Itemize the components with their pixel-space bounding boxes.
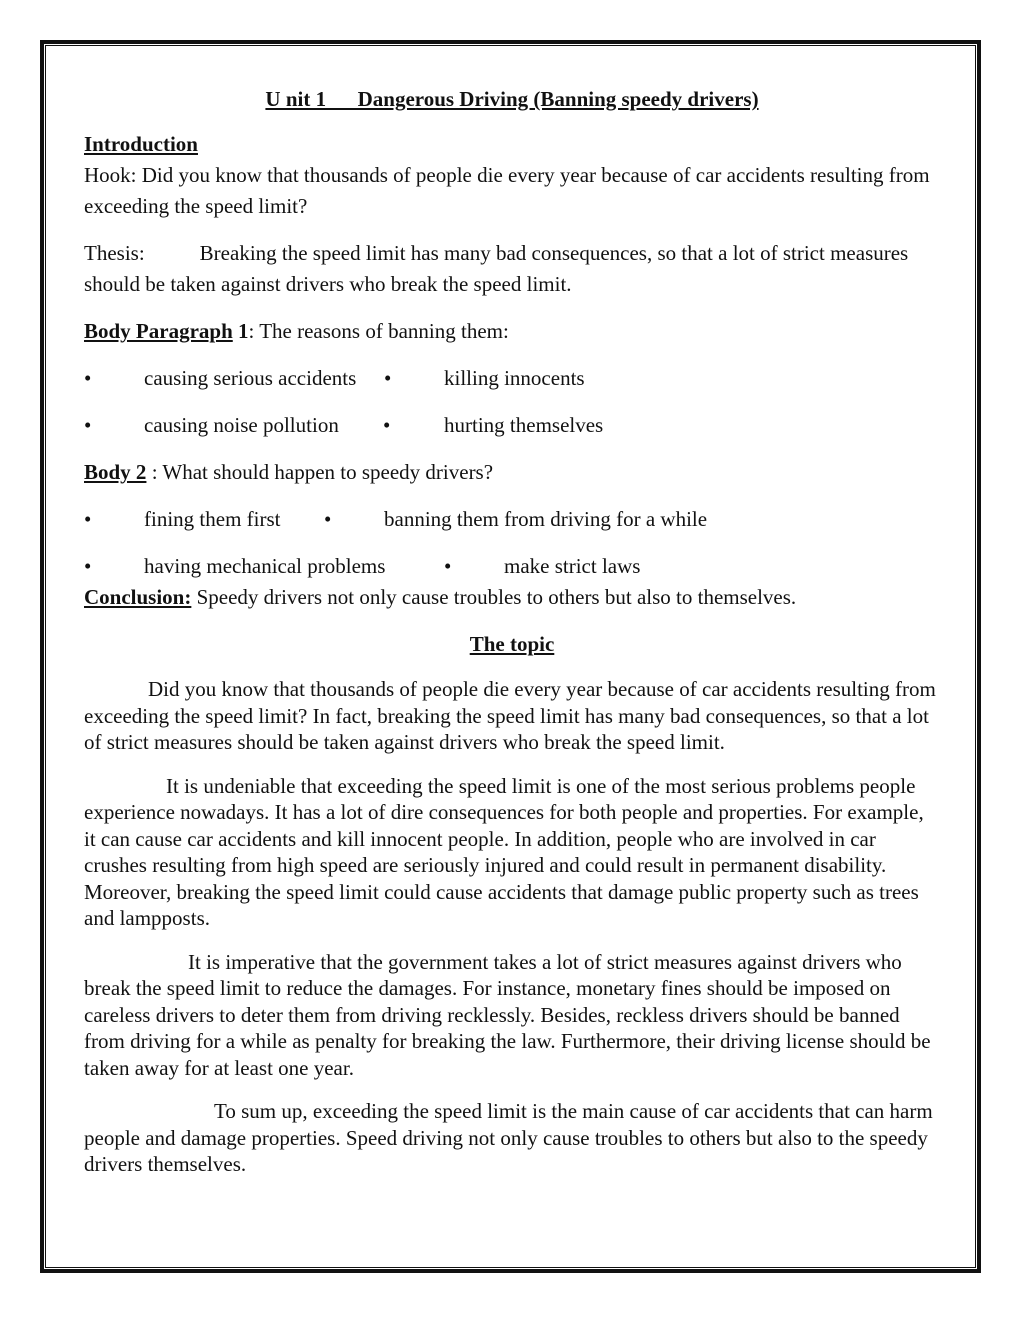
bullet-marker: • (383, 413, 391, 437)
body1-heading: Body Paragraph (84, 319, 233, 343)
bullet-item: having mechanical problems (144, 554, 386, 578)
bullet-item: fining them first (144, 507, 281, 531)
essay-body (84, 676, 940, 1178)
bullet-item: banning them from driving for a while (384, 507, 708, 531)
hook-text: Hook: Did you know that thousands of people die every year because of car accidents resulting from exceeding the speed limit? (84, 163, 930, 218)
conclusion-line (84, 582, 940, 613)
body1-bullet-row-2 (84, 410, 940, 441)
body2-line (84, 457, 940, 488)
body2-bullet-row-2 (84, 551, 940, 582)
introduction-heading: Introduction (84, 132, 198, 156)
essay-paragraph-intro: Did you know that thousands of people die every year because of car accidents resulting from exceeding the speed limit? In fact, breaking the speed limit has many bad consequences, so that a lot of strict measures should be taken against drivers who break the speed limit. (84, 677, 936, 754)
bullet-marker: • (84, 413, 92, 437)
body1-text: : The reasons of banning them: (248, 319, 509, 343)
essay-paragraph-body1: It is undeniable that exceeding the speed limit is one of the most serious problems people experience nowadays. It has a lot of dire consequences for both people and properties. For example, it can cause car accidents and kill innocent people. In addition, people who are involved in car crushes resulting from high speed are seriously injured and could result in permanent disability. Moreover, breaking the speed limit could cause accidents that damage public property such as trees and lampposts. (84, 773, 924, 930)
document-content (84, 84, 940, 1195)
conclusion-text: Speedy drivers not only cause troubles to others but also to themselves. (191, 585, 797, 609)
body1-bullet-row-1 (84, 363, 940, 394)
essay-paragraph-body2: It is imperative that the government takes a lot of strict measures against drivers who break the speed limit to reduce the damages. For instance, monetary fines should be imposed on careless drivers to deter them from driving recklessly. Besides, reckless drivers should be banned from driving for a while as penalty for breaking the law. Furthermore, their driving license should be taken away for at least one year. (84, 949, 931, 1080)
bullet-marker: • (324, 507, 332, 531)
thesis-section (84, 238, 940, 300)
bullet-marker: • (84, 554, 92, 578)
essay-paragraph-conclusion: To sum up, exceeding the speed limit is the main cause of car accidents that can harm people and damage properties. Speed driving not only cause troubles to others but also to the speedy drivers themselves. (84, 1099, 933, 1176)
body1-number: 1 (232, 319, 249, 343)
body2-bullet-row-1 (84, 504, 940, 535)
introduction-section (84, 129, 940, 222)
topic-heading: The topic (469, 632, 555, 656)
bullet-item: causing serious accidents (144, 366, 357, 390)
bullet-item: make strict laws (504, 554, 641, 578)
bullet-marker: • (84, 366, 92, 390)
bullet-marker: • (444, 554, 452, 578)
unit-title: U nit 1 Dangerous Driving (Banning speedy drivers) (265, 87, 759, 111)
bullet-item: hurting themselves (444, 413, 604, 437)
thesis-label: Thesis: (84, 241, 145, 265)
bullet-item: killing innocents (444, 366, 585, 390)
bullet-marker: • (84, 507, 92, 531)
bullet-marker: • (384, 366, 392, 390)
body1-line (84, 316, 940, 347)
body2-text: : What should happen to speedy drivers? (146, 460, 494, 484)
conclusion-heading: Conclusion: (84, 585, 192, 609)
bullet-item: causing noise pollution (144, 413, 339, 437)
body2-heading: Body 2 (84, 460, 147, 484)
thesis-text: Breaking the speed limit has many bad consequences, so that a lot of strict measures should be taken against drivers who break the speed limit. (84, 241, 909, 296)
